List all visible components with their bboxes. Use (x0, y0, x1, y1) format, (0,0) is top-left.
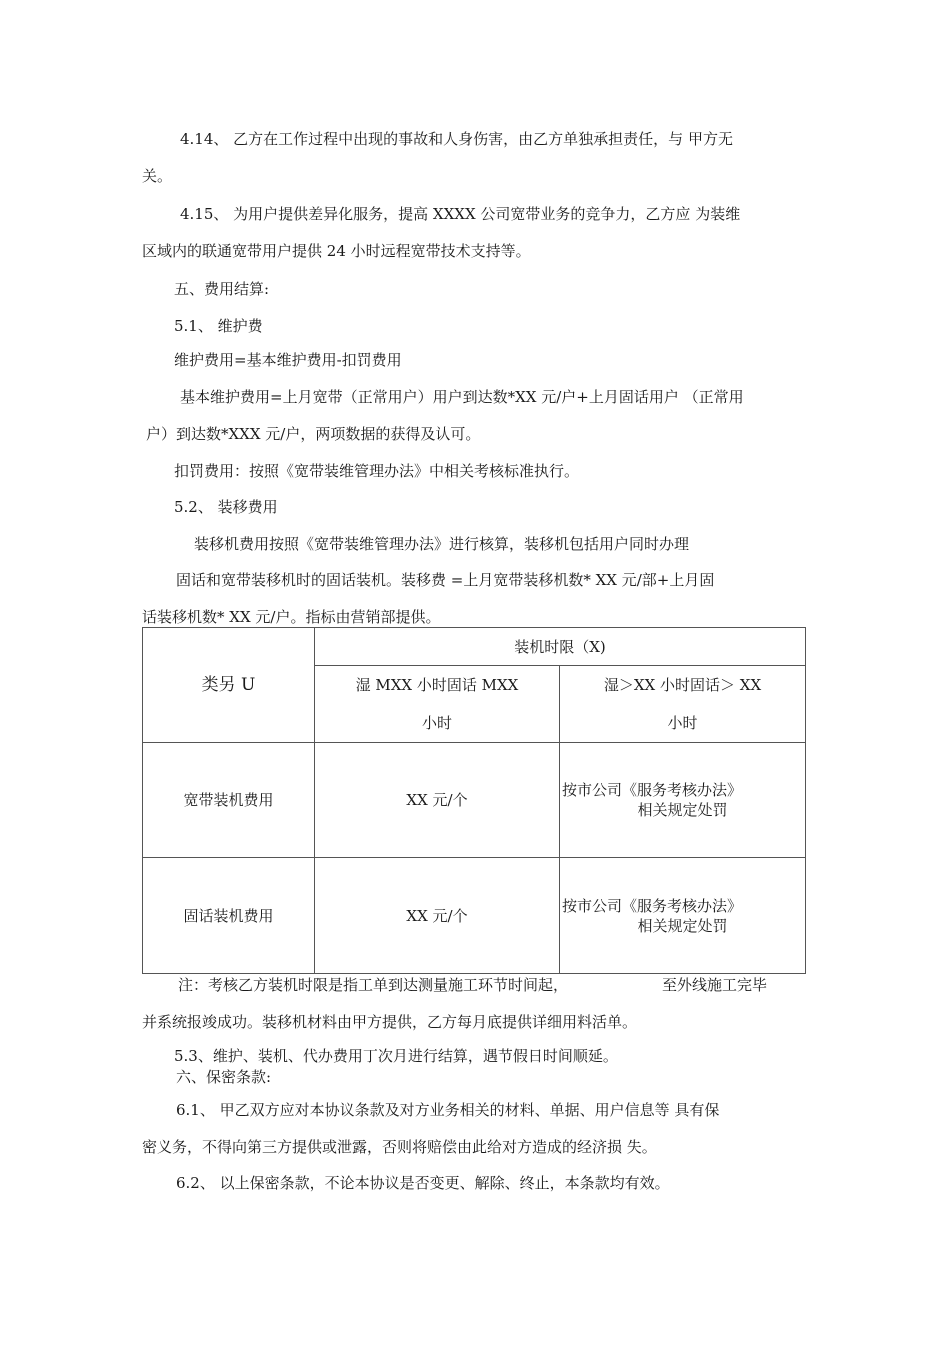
within-limit-header (315, 666, 560, 743)
within-limit-header-line1: 湿 MXX 小时固话 MXX (355, 676, 519, 694)
maintenance-fee-formula: 维护费用=基本维护费用-扣罚费用 (174, 351, 402, 369)
installation-fee-table (142, 627, 806, 974)
time-limit-header: 装机时限（X) (315, 628, 806, 666)
clause-5-1-heading: 5.1、 维护费 (174, 317, 263, 335)
penalty-line2: 相关规定处罚 (637, 916, 728, 935)
base-fee-line2: 户）到达数*XXX 元/户，两项数据的获得及认可。 (146, 425, 481, 443)
row-category: 宽带装机费用 (143, 743, 315, 858)
note-line1-part1: 注：考核乙方装机时限是指工单到达测量施工环节时间起， (178, 976, 569, 994)
clause-5-3: 5.3、维护、装机、代办费用丁次月进行结算，遇节假日时间顺延。 (174, 1047, 618, 1065)
category-header: 类另 U (143, 628, 315, 743)
row-within-fee: XX 元/个 (315, 743, 560, 858)
row-over-penalty (560, 858, 806, 974)
table-row (143, 858, 806, 974)
over-limit-header-line1: 湿＞XX 小时固话＞ XX (603, 676, 762, 694)
clause-4-15-line2: 区域内的联通宽带用户提供 24 小时远程宽带技术支持等。 (142, 242, 531, 260)
clause-4-14-line2: 关。 (142, 167, 173, 185)
clause-4-15-line1: 4.15、 为用户提供差异化服务，提高 XXXX 公司宽带业务的竞争力，乙方应 为装维 (180, 205, 741, 223)
base-fee-line1: 基本维护费用=上月宽带（正常用户）用户到达数*XX 元/户+上月固话用户 （正常用 (180, 388, 744, 406)
install-fee-line2: 固话和宽带装移机时的固话装机。装移费 =上月宽带装移机数* XX 元/部+上月固 (176, 571, 715, 589)
clause-4-14-line1: 4.14、 乙方在工作过程中出现的事故和人身伤害，由乙方单独承担责任，与 甲方无 (180, 130, 733, 148)
within-limit-header-line2: 小时 (421, 714, 452, 732)
clause-5-2-heading: 5.2、 装移费用 (174, 498, 278, 516)
install-fee-line3: 话装移机数* XX 元/户。指标由营销部提供。 (142, 608, 441, 626)
row-over-penalty (560, 743, 806, 858)
penalty-line1: 按市公司《服务考核办法》 (562, 781, 743, 799)
over-limit-header (560, 666, 806, 743)
penalty-line2: 相关规定处罚 (637, 801, 728, 819)
row-category: 固话装机费用 (143, 858, 315, 974)
row-within-fee: XX 元/个 (315, 858, 560, 974)
penalty-fee-text: 扣罚费用：按照《宽带装维管理办法》中相关考核标准执行。 (174, 462, 580, 480)
section-5-heading: 五、费用结算: (174, 280, 270, 298)
clause-6-2: 6.2、 以上保密条款，不论本协议是否变更、解除、终止，本条款均有效。 (176, 1174, 670, 1192)
note-line1-part2: 至外线施工完毕 (662, 976, 768, 994)
clause-6-1-line1: 6.1、 甲乙双方应对本协议条款及对方业务相关的材料、单据、用户信息等 具有保 (176, 1101, 720, 1119)
over-limit-header-line2: 小时 (667, 714, 698, 732)
penalty-line1: 按市公司《服务考核办法》 (562, 896, 743, 915)
clause-6-1-line2: 密义务，不得向第三方提供或泄露，否则将赔偿由此给对方造成的经济损 失。 (142, 1138, 657, 1156)
table-header-row (143, 628, 806, 666)
table-row (143, 743, 806, 858)
note-line2: 并系统报竣成功。装移机材料由甲方提供，乙方每月底提供详细用料活单。 (142, 1013, 638, 1031)
section-6-heading: 六、保密条款: (176, 1068, 272, 1086)
install-fee-line1: 装移机费用按照《宽带装维管理办法》进行核算，装移机包括用户同时办理 (194, 535, 690, 553)
